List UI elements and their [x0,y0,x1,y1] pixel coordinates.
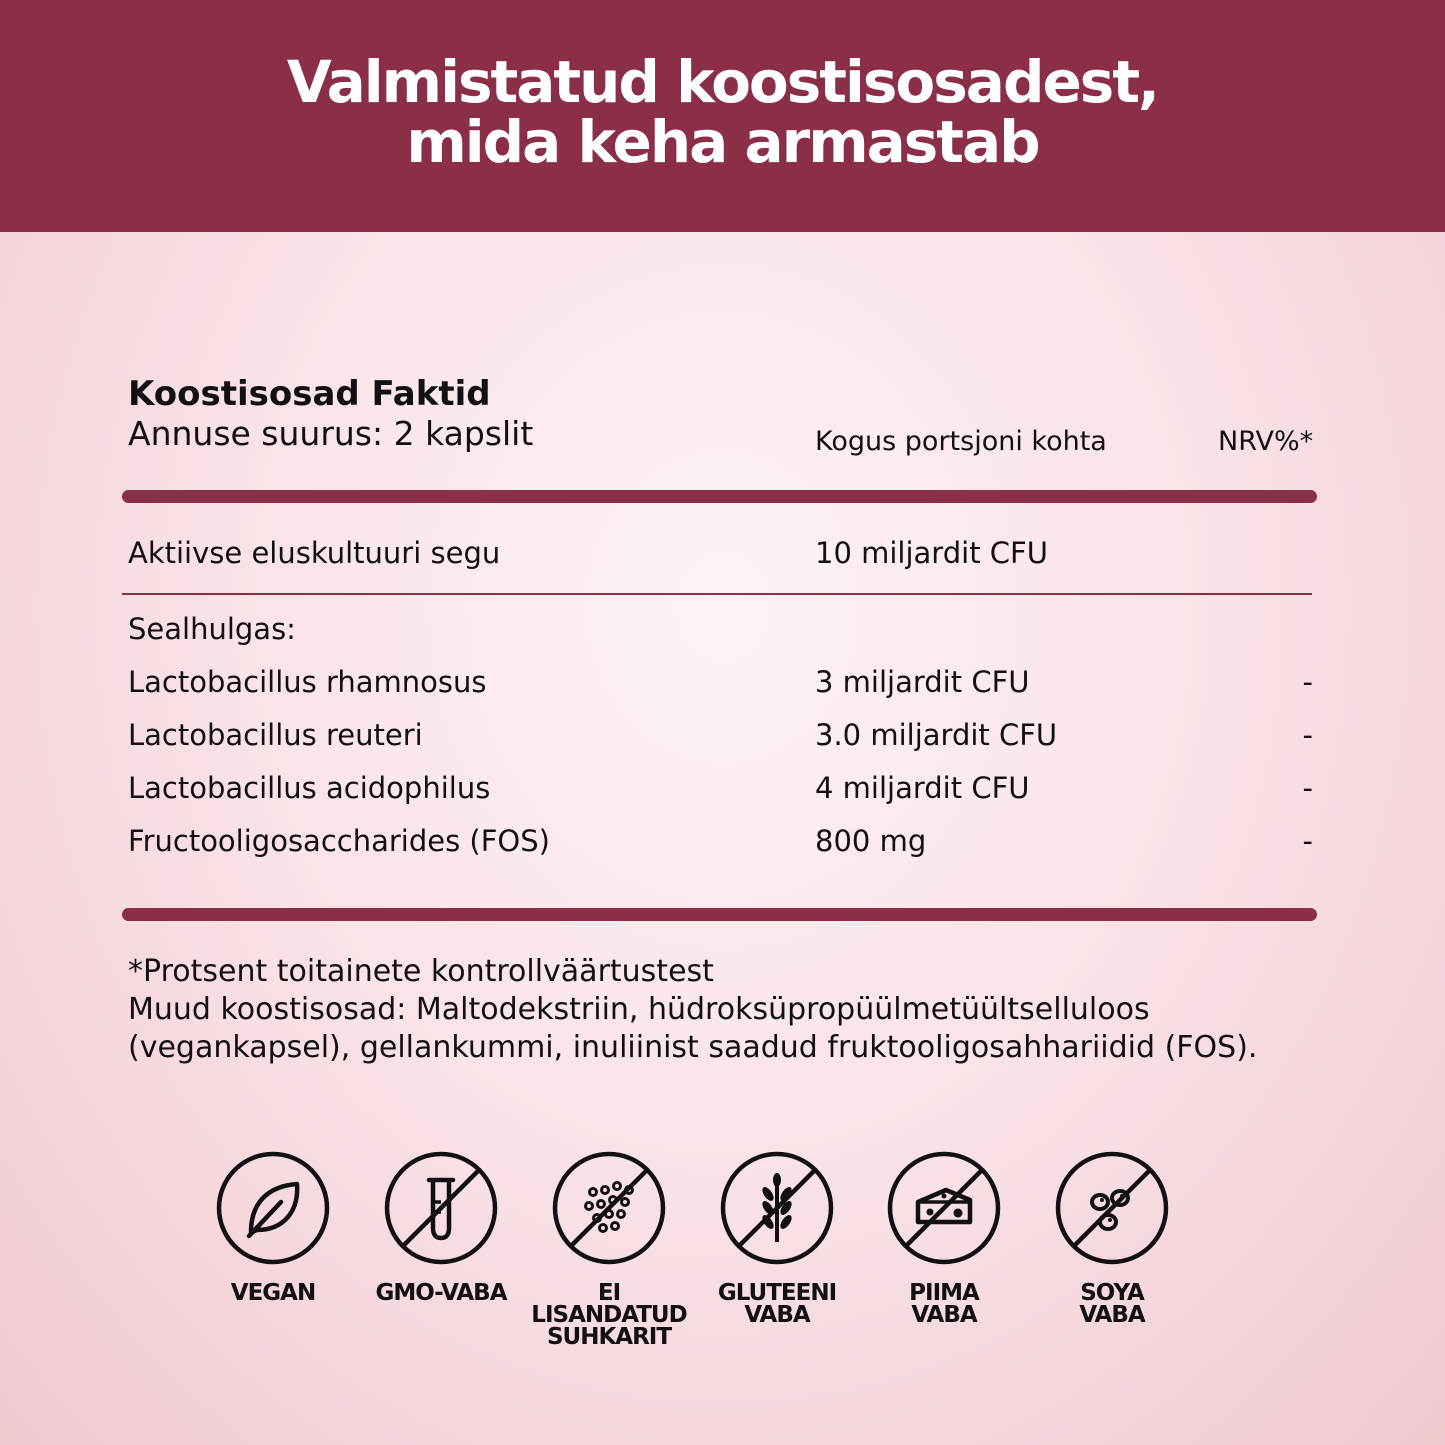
badge-label: PIIMA VABA [909,1280,979,1328]
test-tube-crossed-icon [383,1150,499,1266]
page-title [0,48,1445,176]
leaf-icon [215,1150,331,1266]
sugar-crossed-icon [551,1150,667,1266]
table-row-label: Fructooligosaccharides (FOS) [128,824,550,858]
table-row-amount: 3 miljardit CFU [815,665,1030,699]
badge-label: VEGAN [230,1280,316,1306]
other-ingredients: Muud koostisosad: Maltodekstriin, hüdroksüpropüülmetüültselluloos (vegankapsel), gellankummi, inuliinist saadud fruktooligosahhariidid (FOS). [128,992,1258,1065]
badge-label: GMO-VABA [375,1280,507,1306]
table-row-nrv: - [1302,771,1313,805]
main-row-amount: 10 miljardit CFU [815,536,1048,570]
soy-crossed-icon [1054,1150,1170,1266]
table-row-label: Lactobacillus acidophilus [128,771,491,805]
badge-no-added-sugar [524,1150,694,1348]
badge-vegan [188,1150,358,1304]
table-row-label: Lactobacillus reuteri [128,718,423,752]
badge-soy-free [1027,1150,1197,1326]
table-row-amount: 800 mg [815,824,927,858]
badge-label: EI LISANDATUD SUHKARIT [531,1280,687,1350]
title-line-1: Valmistatud koostisosadest, [286,48,1159,116]
row-divider [122,593,1312,595]
nrv-footnote: *Protsent toitainete kontrollväärtustest [128,954,714,989]
table-row-nrv: - [1302,824,1313,858]
badge-gmo-free [356,1150,526,1304]
serving-size: Annuse suurus: 2 kapslit [128,414,534,453]
title-line-2: mida keha armastab [406,108,1039,176]
main-row-label: Aktiivse eluskultuuri segu [128,536,501,570]
wheat-crossed-icon [719,1150,835,1266]
bottom-divider [122,908,1317,921]
top-divider [122,490,1317,503]
table-row-amount: 3.0 miljardit CFU [815,718,1058,752]
including-label: Sealhulgas: [128,612,296,646]
table-row-label: Lactobacillus rhamnosus [128,665,487,699]
table-row-nrv: - [1302,665,1313,699]
footnote [128,953,1318,1067]
facts-title: Koostisosad Faktid [128,374,491,414]
badge-label: SOYA VABA [1079,1280,1145,1328]
badge-dairy-free [859,1150,1029,1326]
badge-gluten-free [692,1150,862,1326]
column-header-nrv: NRV%* [1218,426,1314,457]
column-header-amount: Kogus portsjoni kohta [815,426,1107,457]
cheese-crossed-icon [886,1150,1002,1266]
header-banner [0,0,1445,232]
table-row-nrv: - [1302,718,1313,752]
table-row-amount: 4 miljardit CFU [815,771,1030,805]
badge-label: GLUTEENI VABA [717,1280,837,1328]
